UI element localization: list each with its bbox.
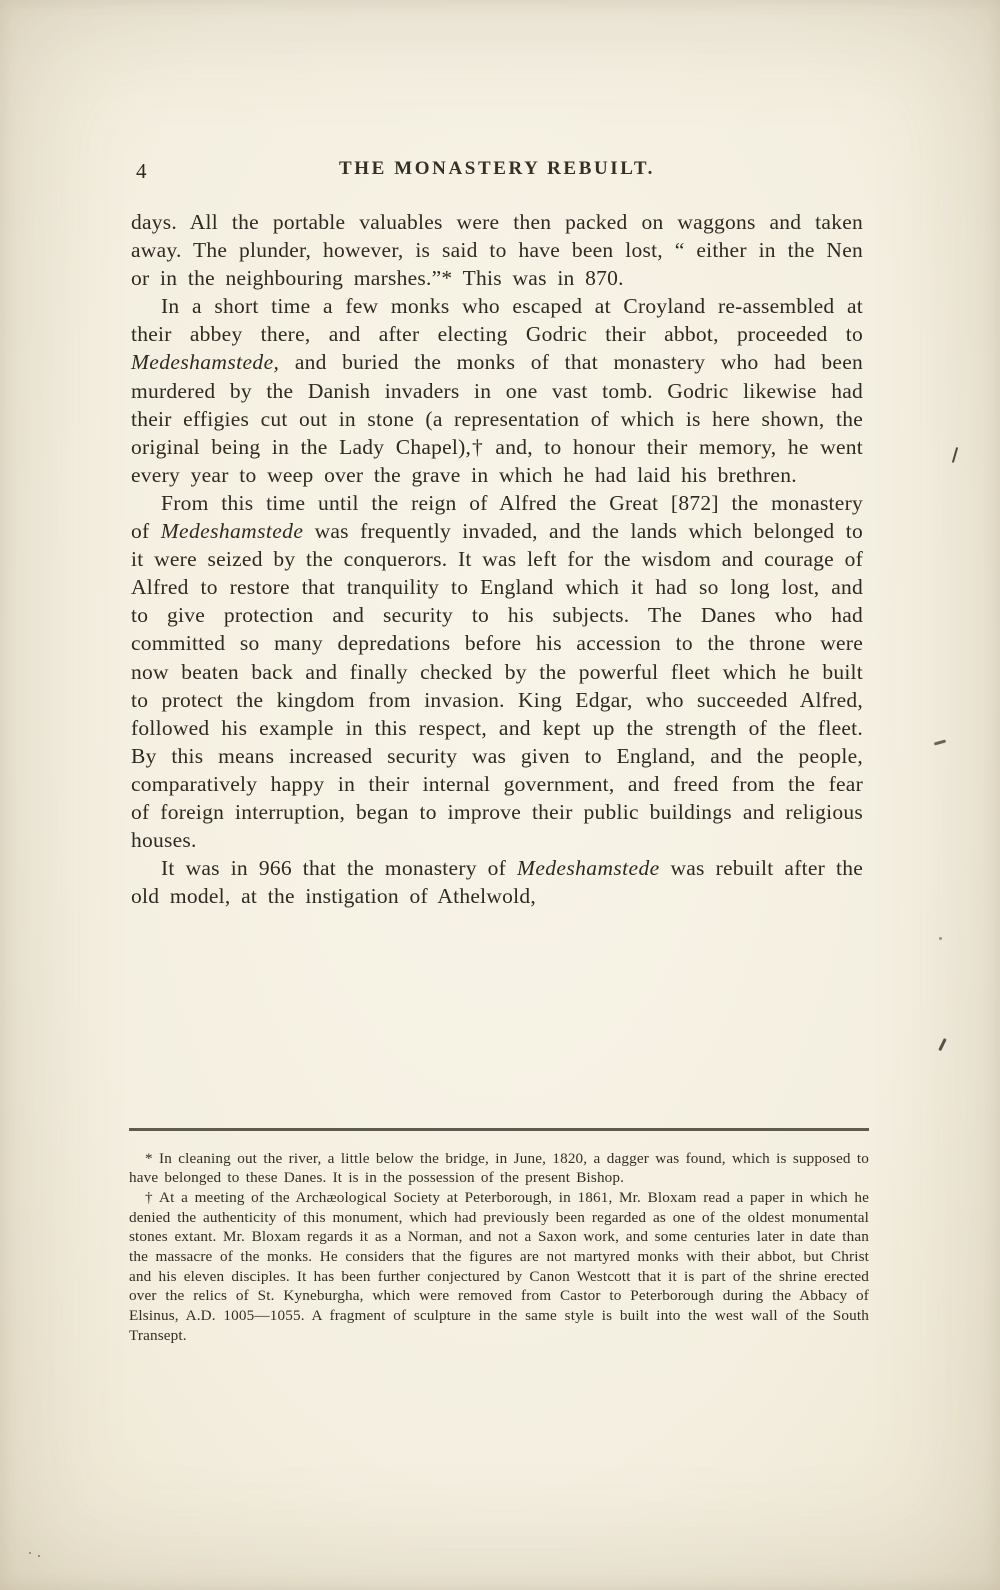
text-run: † At a meeting of the Archæological Society at Peterborough, in 1861, Mr. Bloxam read a paper in which he denied the authenticity of this monument, which had previously been regarded as one of the oldest monumental stones extant. Mr. Bloxam regards it as a Norman, and not a Saxon work, and some centuries later in date than the massacre of the monks. He considers that the figures are not martyred monks with their abbot, but Christ and his eleven disciples. It has been further conjectured by Canon Westcott that it is part of the shrine erected over the relics of St. Kyneburgha, which were removed from Castor to Peterborough during the Abbacy of Elsinus, A.D. 1005—1055. A fragment of sculpture in the same style is built into the west wall of the South Transept. <box>129 1188 869 1344</box>
text-run: was rebuilt after the old model, at the instigation of Athelwold, <box>131 856 863 909</box>
paragraph <box>131 208 863 292</box>
footnotes <box>129 1149 869 1346</box>
text-run: and buried the monks of that monastery who had been murdered by the Danish invaders in one vast tomb. Godric likewise had their effigies cut out in stone (a representation of which is here shown, the original being in the Lady Chapel),† and, to honour their memory, he went every year to weep over the grave in which he had laid his brethren. <box>131 350 863 487</box>
footnote-rule <box>129 1128 869 1131</box>
paragraph <box>131 292 863 489</box>
page-header <box>130 158 864 183</box>
paragraph <box>129 1149 869 1188</box>
text-run: * In cleaning out the river, a little below the bridge, in June, 1820, a dagger was found, which is supposed to have belonged to these Danes. It is in the possession of the present Bishop. <box>129 1149 869 1187</box>
text-run: It was in 966 that the monastery of <box>161 856 518 881</box>
body-text <box>131 208 863 910</box>
scan-artifact <box>938 1038 946 1051</box>
italic-text: Medeshamstede, <box>131 350 280 375</box>
running-title: THE MONASTERY REBUILT. <box>338 158 656 179</box>
paragraph <box>131 854 863 910</box>
italic-text: Medeshamstede <box>160 519 304 544</box>
paragraph <box>131 489 863 854</box>
scan-artifact <box>38 1555 40 1557</box>
text-run: days. All the portable valuables were then packed on waggons and taken away. The plunder, however, is said to have been lost, “ either in the Nen or in the neighbouring marshes.”* This was in 870. <box>131 210 863 291</box>
footnote-block <box>129 1128 869 1346</box>
text-run: In a short time a few monks who escaped at Croyland re-assembled at their abbey there, and after electing Godric their abbot, proceeded to <box>131 294 863 347</box>
scan-artifact <box>939 937 942 940</box>
scan-artifact <box>29 1552 31 1554</box>
scan-artifact <box>934 739 946 745</box>
text-run: was frequently invaded, and the lands which belonged to it were seized by the conquerors. It was left for the wisdom and courage of Alfred to restore that tranquility to England which it had so long lost, and to give protection and security to his subjects. The Danes who had committed so many depredations before his accession to the throne were now beaten back and finally checked by the powerful fleet which he built to protect the kingdom from invasion. King Edgar, who succeeded Alfred, followed his example in this respect, and kept up the strength of the fleet. By this means increased security was given to England, and the people, comparatively happy in their internal government, and freed from the fear of foreign interruption, began to improve their public buildings and religious houses. <box>131 519 863 853</box>
page-number: 4 <box>136 159 147 183</box>
scan-artifact <box>952 447 958 463</box>
italic-text: Medeshamstede <box>517 856 660 881</box>
paragraph <box>129 1188 869 1346</box>
text-run: From this time until the reign of Alfred the Great [872] the monastery of <box>131 490 863 544</box>
